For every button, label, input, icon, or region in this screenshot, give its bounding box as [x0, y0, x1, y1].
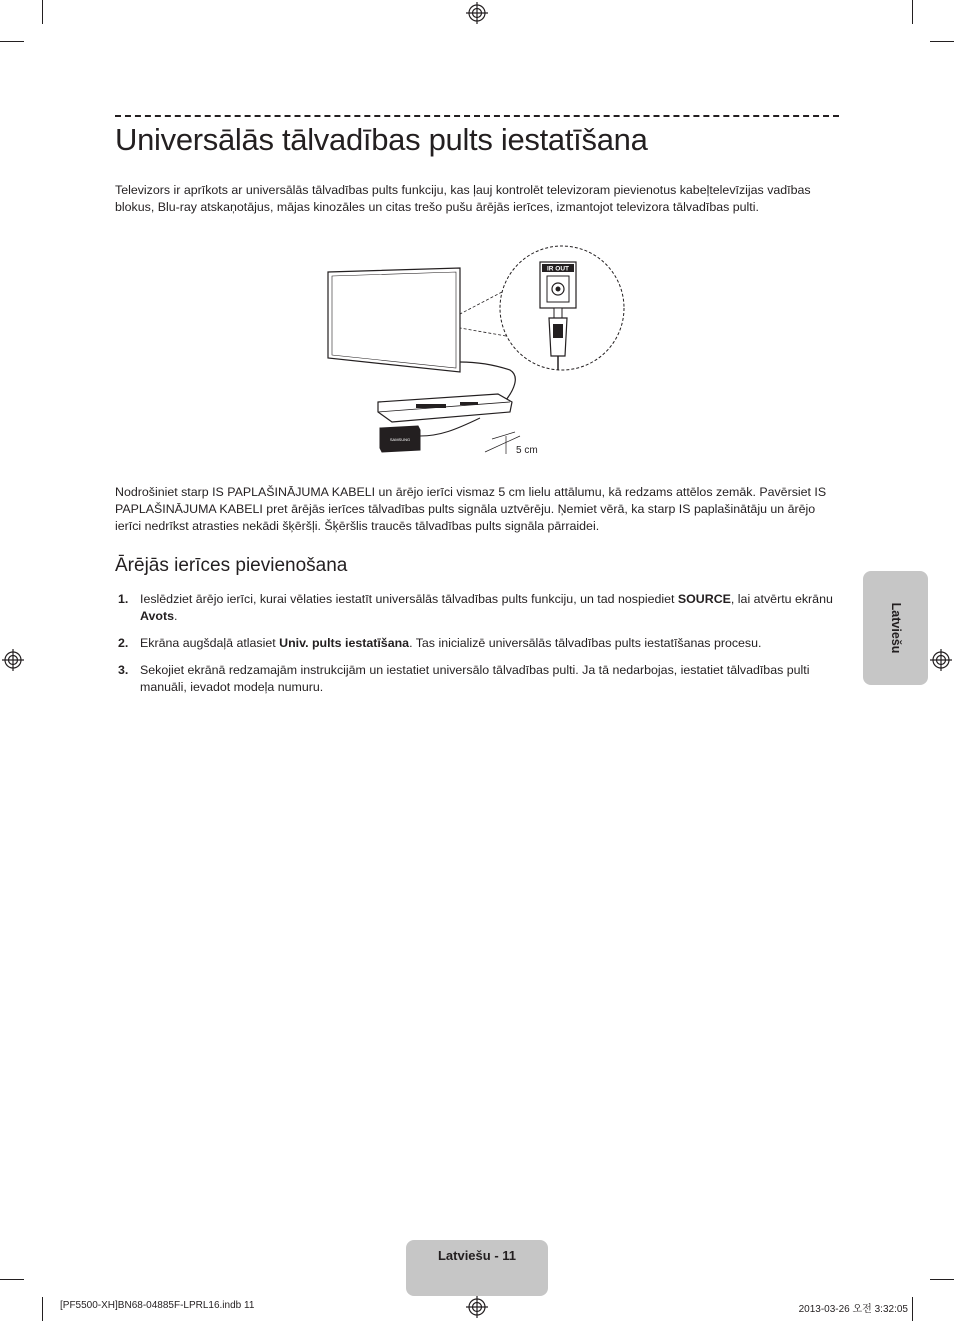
distance-label: 5 cm [516, 445, 538, 456]
ir-extender-illustration [320, 240, 640, 462]
registration-mark-icon [2, 649, 24, 671]
step-text: Ieslēdziet ārējo ierīci, kurai vēlaties iestatīt universālās tālvadības pults funkciju, un tad nospiediet SOURCE, lai atvērtu ekrānu Avots. [140, 592, 833, 623]
crop-mark [930, 41, 954, 42]
crop-mark [0, 1279, 24, 1280]
note-paragraph: Nodrošiniet starp IS PAPLAŠINĀJUMA KABELI un ārējo ierīci vismaz 5 cm lielu attālumu, kā redzams attēlos zemāk. Pavērsiet IS PAPLAŠINĀJUMA KABELI pret ārējās ierīces tālvadības pults signāla uztvērēju. Ņemiet vērā, ka starp IS paplašinātāju un ārējo ierīci nedrīkst atrasties nekādi šķēršļi. Šķēršlis traucēs tālvadības pults signāla pārraidei. [115, 485, 827, 533]
step-number: 1. [118, 592, 129, 606]
step-text: Ekrāna augšdaļā atlasiet Univ. pults iestatīšana. Tas inicializē universālās tālvadības pults iestatīšanas procesu. [140, 636, 762, 650]
crop-mark [0, 41, 24, 42]
registration-mark-icon [930, 649, 952, 671]
language-side-tab [863, 571, 928, 685]
crop-mark [912, 1297, 913, 1321]
registration-mark-icon [466, 1296, 488, 1318]
page-number-tab [406, 1240, 548, 1296]
port-label: IR OUT [546, 265, 570, 273]
page-number-label: Latviešu - 11 [437, 1248, 517, 1263]
extender-brand: SAMSUNG [389, 437, 411, 442]
step-number: 3. [118, 663, 129, 677]
step-text: Sekojiet ekrānā redzamajām instrukcijām un iestatiet universālo tālvadības pulti. Ja tā nedarbojas, iestatiet tālvadības pulti manuāli, ievadot modeļa numuru. [140, 663, 810, 694]
page-title: Universālās tālvadības pults iestatīšana [115, 122, 648, 157]
crop-mark [912, 0, 913, 24]
registration-mark-icon [466, 2, 488, 24]
crop-mark [930, 1279, 954, 1280]
step-number: 2. [118, 636, 129, 650]
footer-file-info: [PF5500-XH]BN68-04885F-LPRL16.indb 11 [60, 1300, 255, 1311]
section-heading: Ārējās ierīces pievienošana [115, 555, 348, 576]
title-dashed-rule [115, 115, 839, 117]
crop-mark [42, 1297, 43, 1321]
crop-mark [42, 0, 43, 24]
language-side-tab-label: Latviešu [888, 602, 903, 654]
intro-paragraph: Televizors ir aprīkots ar universālās tālvadības pults funkciju, kas ļauj kontrolēt televizoram pievienotus kabeļtelevīzijas vadības blokus, Blu-ray atskaņotājus, mājas kinozāles un citas trešo pušu ārējās ierīces, izmantojot televizora tālvadības pulti. [115, 183, 811, 214]
footer-datetime: 2013-03-26 오전 3:32:05 [798, 1304, 908, 1315]
